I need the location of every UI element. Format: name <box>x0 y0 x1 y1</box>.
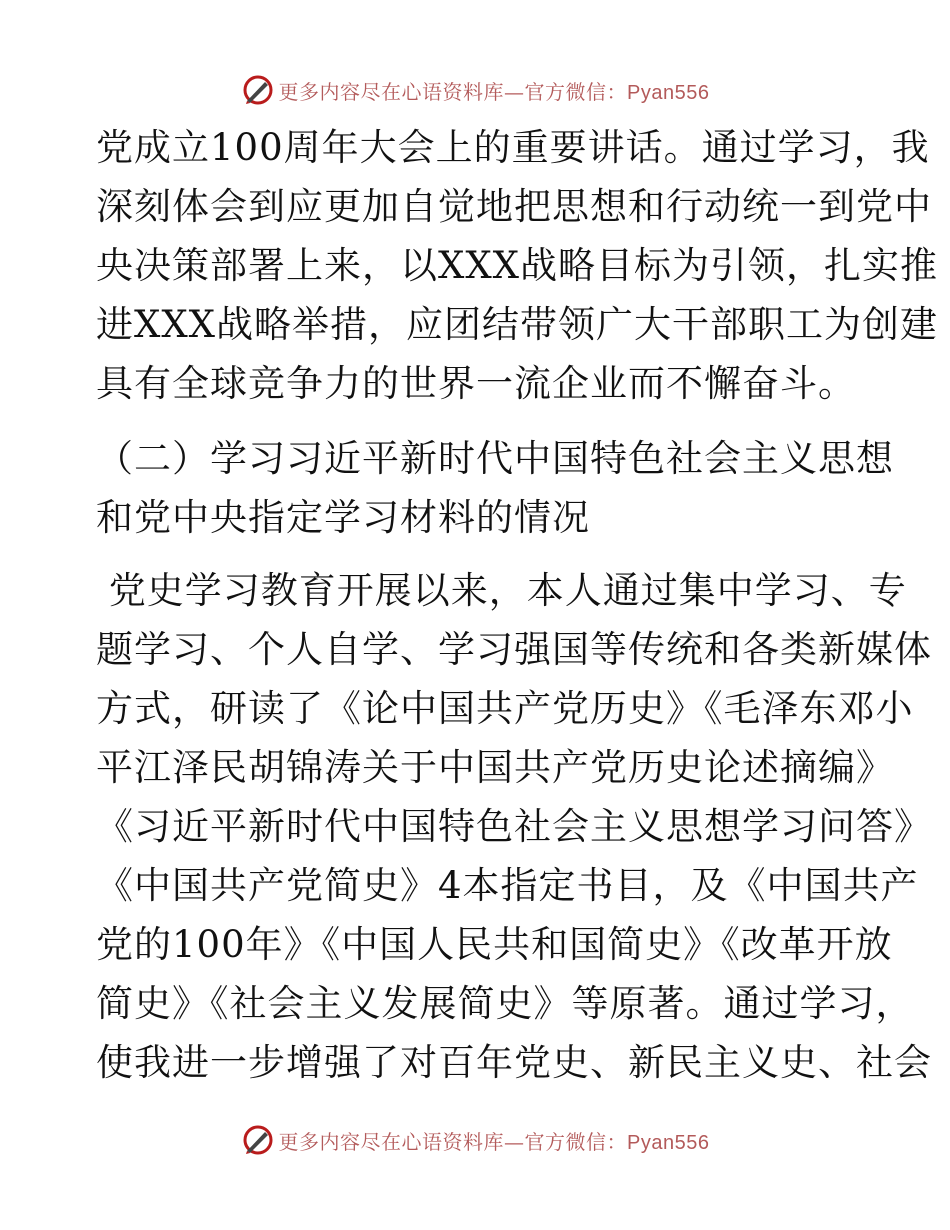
text-line: 具有全球竞争力的世界一流企业而不懈奋斗。 <box>96 362 856 405</box>
watermark-text <box>279 76 710 105</box>
pen-logo-icon <box>241 73 275 107</box>
paragraph-2 <box>96 561 932 1092</box>
text-line: 党的100年》《中国人民共和国简史》《改革开放 <box>96 923 893 966</box>
heading-line: （二）学习习近平新时代中国特色社会主义思想 <box>96 437 894 480</box>
document-body <box>96 118 939 1092</box>
text-line: 央决策部署上来，以XXX战略目标为引领，扎实推 <box>96 244 939 287</box>
footer-watermark <box>0 1118 950 1162</box>
text-line: 进XXX战略举措，应团结带领广大干部职工为创建 <box>96 303 939 346</box>
text-line: 题学习、个人自学、学习强国等传统和各类新媒体 <box>96 628 932 671</box>
text-line: 《中国共产党简史》4本指定书目，及《中国共产 <box>96 864 919 907</box>
watermark-wechat-id: Pyan556 <box>627 81 710 104</box>
watermark-wechat-id: Pyan556 <box>627 1131 710 1154</box>
text-line: 《习近平新时代中国特色社会主义思想学习问答》 <box>96 805 932 848</box>
text-line: 使我进一步增强了对百年党史、新民主义史、社会 <box>96 1041 932 1084</box>
text-line: 党成立100周年大会上的重要讲话。通过学习，我 <box>96 126 930 169</box>
section-heading <box>96 429 894 547</box>
text-line: 深刻体会到应更加自觉地把思想和行动统一到党中 <box>96 185 932 228</box>
heading-line: 和党中央指定学习材料的情况 <box>96 496 590 539</box>
header-watermark <box>0 68 950 112</box>
text-line: 方式，研读了《论中国共产党历史》《毛泽东邓小 <box>96 687 914 730</box>
watermark-text <box>279 1126 710 1155</box>
text-line: 简史》《社会主义发展简史》等原著。通过学习， <box>96 982 914 1025</box>
text-line: 平江泽民胡锦涛关于中国共产党历史论述摘编》 <box>96 746 894 789</box>
paragraph-spacer <box>96 547 856 561</box>
watermark-label: 更多内容尽在心语资料库—官方微信： <box>278 79 628 104</box>
paragraph-1 <box>96 118 939 413</box>
text-line: 党史学习教育开展以来，本人通过集中学习、专 <box>96 569 907 612</box>
watermark-label: 更多内容尽在心语资料库—官方微信： <box>278 1129 628 1154</box>
paragraph-spacer <box>96 413 856 429</box>
pen-logo-icon <box>241 1123 275 1157</box>
